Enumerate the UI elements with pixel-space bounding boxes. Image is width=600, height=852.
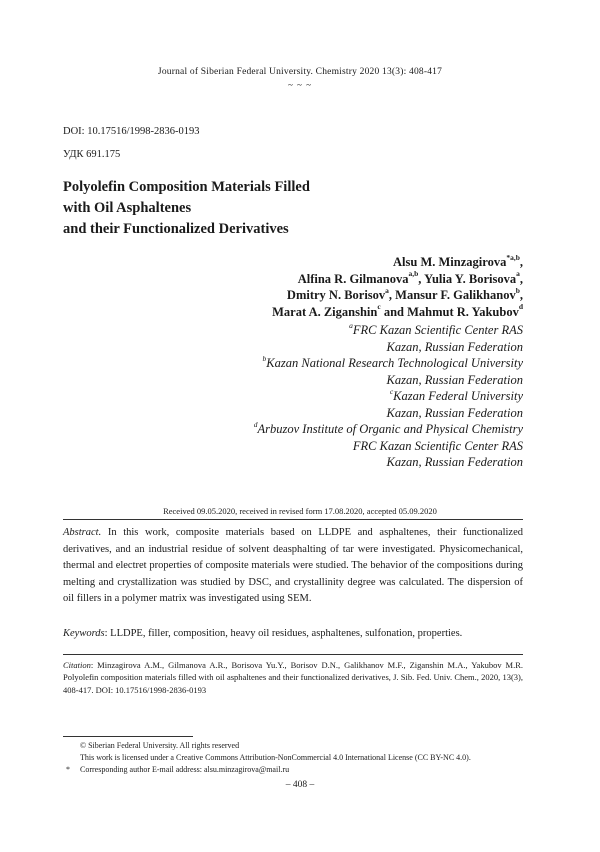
- abstract-label: Abstract.: [63, 527, 102, 538]
- author-name: Alsu M. Minzagirova: [393, 255, 507, 269]
- author-line: [43, 304, 523, 321]
- author-name: Dmitry N. Borisov: [286, 288, 386, 302]
- title-line: and their Functionalized Derivatives: [63, 221, 289, 237]
- affiliation-sup: a: [349, 320, 353, 330]
- author-name: Yulia Y. Borisova: [424, 271, 517, 286]
- citation-label: Citation: [63, 660, 91, 670]
- affiliation-sup: b: [262, 353, 267, 363]
- affiliation-name: Kazan Federal University: [393, 389, 523, 403]
- abstract: [63, 525, 523, 608]
- affiliation-line: [43, 355, 523, 372]
- affiliation-line: FRC Kazan Scientific Center RAS: [352, 438, 523, 453]
- doi-line: DOI: 10.17516/1998-2836-0193: [63, 126, 200, 137]
- author-line: Dmitry N. Borisov$^a$, Mansur F. Galikhanov$^b$,: [286, 285, 523, 302]
- affiliation-line: [43, 322, 523, 339]
- affiliation-line: Kazan, Russian Federation: [386, 339, 523, 354]
- author-list: [43, 254, 523, 320]
- footnote-mark: *: [66, 765, 70, 774]
- author-sup: a: [385, 285, 389, 295]
- copyright-note: © Siberian Federal University. All rights reserved: [80, 741, 240, 750]
- author-line: Alfina R. Gilmanova$^{a,b}$, Yulia Y. Borisova$^a$,: [297, 269, 523, 286]
- divider: [63, 654, 523, 655]
- received-dates: Received 09.05.2020, received in revised form 17.08.2020, accepted 05.09.2020: [163, 506, 437, 516]
- page-number: – 408 –: [285, 780, 315, 790]
- keywords-text: : LLDPE, filler, composition, heavy oil residues, asphaltenes, sulfonation, properties.: [104, 628, 463, 639]
- title-line: with Oil Asphaltenes: [63, 200, 192, 216]
- affiliation-sup: c: [389, 386, 394, 396]
- author-sup: *a,b: [506, 252, 520, 262]
- journal-header: Journal of Siberian Federal University. Chemistry 2020 13(3): 408-417: [157, 67, 443, 77]
- affiliation-name: Arbuzov Institute of Organic and Physical Chemistry: [257, 422, 523, 436]
- author-name: Marat A. Ziganshin: [272, 304, 378, 319]
- author-name: Mahmut R. Yakubov: [407, 304, 519, 319]
- affiliation-line: Kazan, Russian Federation: [386, 372, 523, 387]
- udk-line: УДК 691.175: [63, 149, 121, 160]
- affiliation-name: Kazan National Research Technological University: [266, 356, 523, 370]
- author-line: Alsu M. Minzagirova$^{*a,b}$,: [393, 252, 523, 269]
- license-note: This work is licensed under a Creative Commons Attribution-NonCommercial 4.0 International License (CC BY-NC 4.0).: [80, 753, 471, 762]
- divider: [63, 519, 523, 520]
- affiliation-line: Kazan, Russian Federation: [386, 455, 523, 469]
- author-name: Mansur F. Galikhanov: [395, 288, 516, 302]
- author-sup: a,b: [408, 269, 419, 279]
- affiliation-line: [43, 388, 523, 405]
- article-title: [63, 177, 523, 240]
- author-sup: b: [515, 285, 520, 295]
- keywords: [63, 626, 523, 641]
- corresponding-text: Corresponding author E-mail address: alsu.minzagirova@mail.ru: [80, 765, 290, 774]
- author-sup: a: [516, 269, 520, 279]
- author-sup: c: [377, 302, 381, 312]
- author-sup: d: [518, 302, 523, 312]
- author-and: and: [380, 304, 408, 319]
- affiliations: [43, 322, 523, 471]
- title-line: Polyolefin Composition Materials Filled: [63, 179, 310, 195]
- author-name: Alfina R. Gilmanova: [297, 271, 409, 286]
- affiliation-line: [43, 421, 523, 438]
- header-ornament: ~ ~ ~: [287, 80, 313, 90]
- affiliation-name: FRC Kazan Scientific Center RAS: [352, 323, 523, 337]
- keywords-label: Keywords: [63, 628, 105, 639]
- citation-text: : Minzagirova A.M., Gilmanova A.R., Borisova Yu.Y., Borisov D.N., Galikhanov M.F., Ziganshin M.A., Yakubov M.R. Polyolefin composition materials filled with oil asphaltenes and their functionalized derivatives, J. Sib. Fed. Univ. Chem., 2020, 13(3), 408-417. DOI: 10.17516/1998-2836-0193: [63, 660, 523, 695]
- affiliation-line: Kazan, Russian Federation: [386, 405, 523, 420]
- affiliation-sup: d: [253, 419, 258, 429]
- abstract-text: In this work, composite materials based on LLDPE and asphaltenes, their functionalized derivatives, and an industrial residue of solvent deasphalting of tar were investigated. Physicomechanical, thermal and electret properties of composite materials were studied. The behavior of the compositions during melting and crystallization was studied by DSC, and crystallinity degree was calculated. The dispersion of oil fillers in a polymer matrix was investigated using SEM.: [63, 527, 523, 605]
- citation: [63, 659, 523, 696]
- corresponding-note: [66, 764, 289, 776]
- footnote-divider: [63, 736, 193, 737]
